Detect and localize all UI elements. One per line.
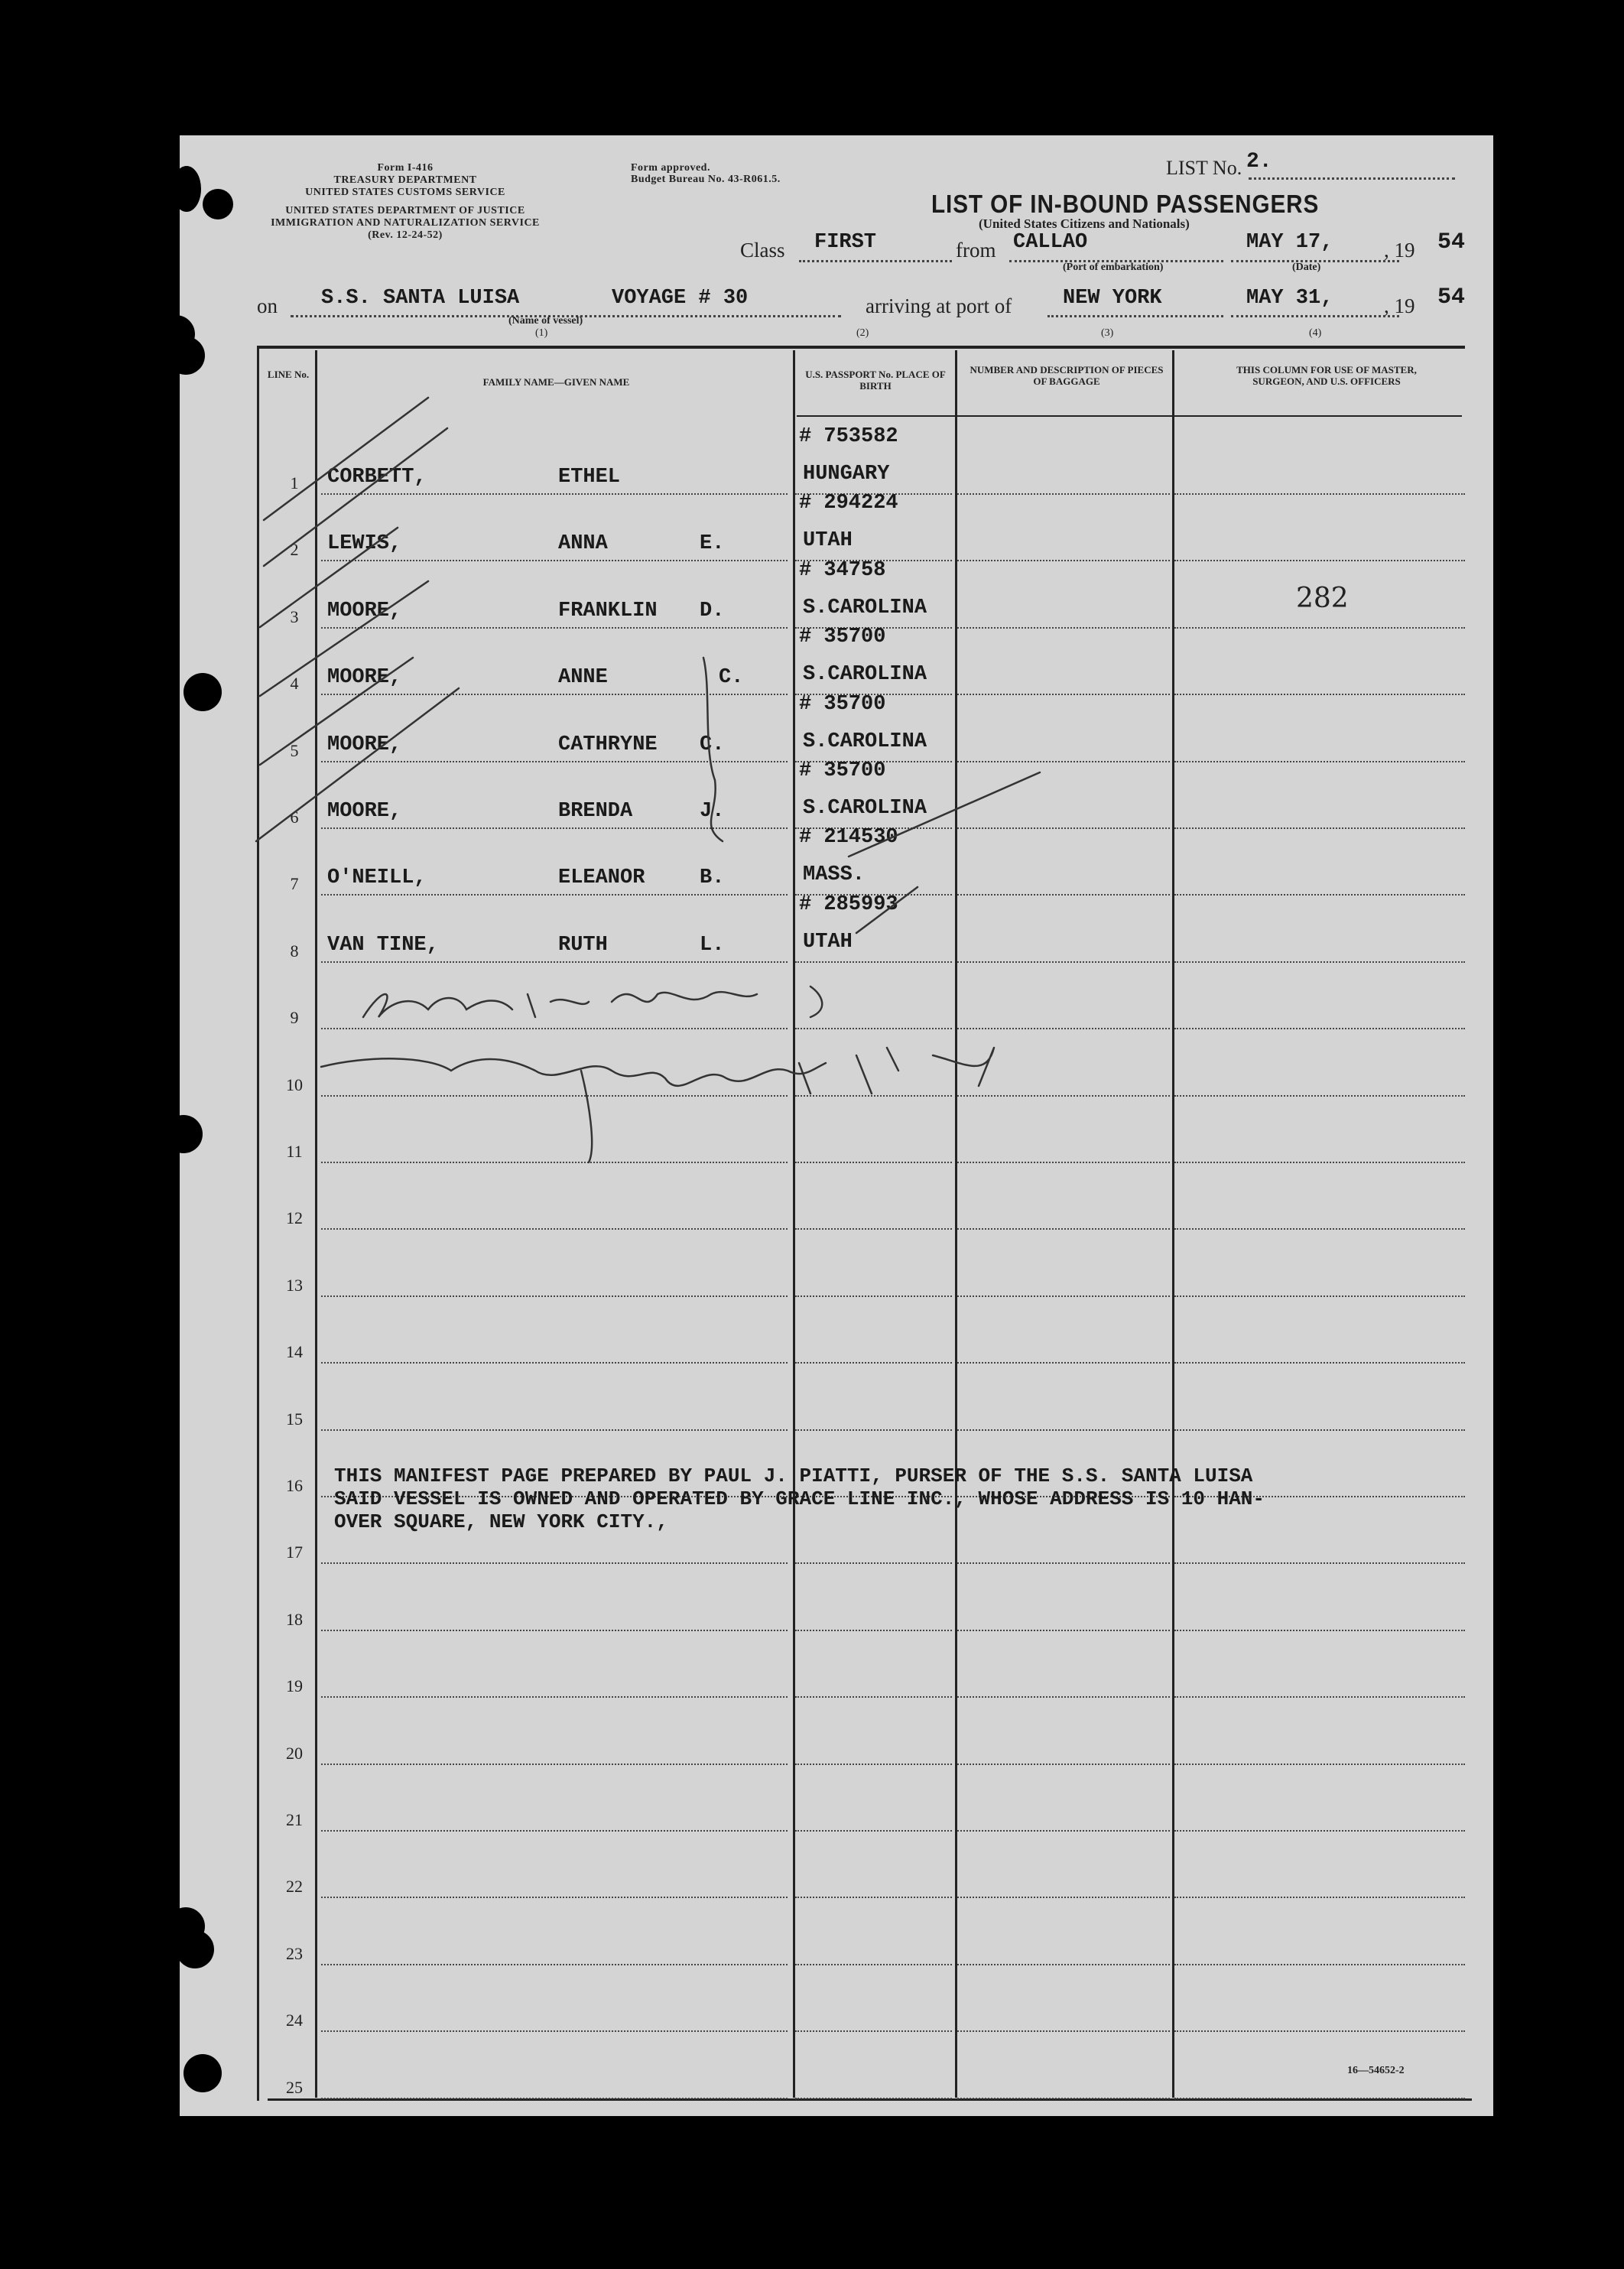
row-rule xyxy=(321,1696,788,1698)
year-prefix-2: , 19 xyxy=(1384,294,1415,317)
row-rule xyxy=(1174,1764,1465,1765)
passenger-initial: L. xyxy=(700,933,725,957)
row-rule xyxy=(795,1095,952,1097)
row-rule xyxy=(795,2030,952,2032)
line-number: 15 xyxy=(286,1409,303,1429)
header-passport: U.S. PASSPORT No. PLACE OF BIRTH xyxy=(805,369,946,392)
passenger-initial: C. xyxy=(700,733,725,756)
vessel-name: S.S. SANTA LUISA xyxy=(321,287,520,310)
torn-corner xyxy=(172,166,201,212)
arrival-port: NEW YORK xyxy=(1063,287,1162,310)
line-number: 6 xyxy=(290,808,299,827)
port-caption: (Port of embarkation) xyxy=(1063,262,1164,273)
page-subtitle: (United States Citizens and Nationals) xyxy=(979,216,1190,231)
passenger-given-name: RUTH xyxy=(558,933,608,957)
row-rule xyxy=(1174,1028,1465,1029)
customs-service: UNITED STATES CUSTOMS SERVICE xyxy=(305,187,505,198)
passenger-family-name: VAN TINE, xyxy=(327,933,439,957)
passenger-given-name: ELEANOR xyxy=(558,866,645,890)
row-rule xyxy=(321,1429,788,1431)
row-rule xyxy=(1174,694,1465,695)
passenger-family-name: MOORE, xyxy=(327,666,402,690)
row-rule xyxy=(957,1429,1170,1431)
binder-hole xyxy=(184,673,222,711)
row-rule xyxy=(795,1295,952,1297)
row-rule xyxy=(957,493,1170,495)
line-number: 8 xyxy=(290,941,299,961)
row-rule xyxy=(957,627,1170,629)
line-number: 9 xyxy=(290,1008,299,1028)
embarkation-date: MAY 17, xyxy=(1246,231,1333,254)
row-rule xyxy=(1174,1630,1465,1631)
arrival-date: MAY 31, xyxy=(1246,287,1333,310)
manifest-note xyxy=(334,1459,1265,1539)
table-top-border xyxy=(257,346,1465,349)
line-number: 20 xyxy=(286,1743,303,1763)
row-rule xyxy=(957,1764,1170,1765)
row-rule xyxy=(957,1696,1170,1698)
row-rule xyxy=(795,1897,952,1898)
line-number: 25 xyxy=(286,2077,303,2097)
passenger-family-name: MOORE, xyxy=(327,733,402,756)
row-rule xyxy=(1174,1562,1465,1564)
passenger-family-name: MOORE, xyxy=(327,599,402,623)
voyage-number: VOYAGE # 30 xyxy=(612,287,749,310)
row-rule xyxy=(957,1897,1170,1898)
header-baggage: NUMBER AND DESCRIPTION OF PIECES OF BAGGAGE xyxy=(970,364,1164,387)
row-rule xyxy=(795,1696,952,1698)
class-label: Class xyxy=(740,239,785,262)
form-number: Form I-416 xyxy=(377,162,434,174)
passenger-birthplace: S.CAROLINA xyxy=(803,730,927,753)
passenger-given-name: ANNA xyxy=(558,532,608,556)
line-number: 21 xyxy=(286,1810,303,1829)
officer-note: 282 xyxy=(1296,583,1349,614)
header-line-no: LINE No. xyxy=(267,369,310,380)
passenger-passport: # 214530 xyxy=(799,826,898,850)
passenger-birthplace: S.CAROLINA xyxy=(803,596,927,619)
row-rule xyxy=(957,1028,1170,1029)
line-number: 13 xyxy=(286,1275,303,1295)
row-rule xyxy=(321,1028,788,1029)
row-rule xyxy=(321,2098,788,2099)
line-number: 5 xyxy=(290,740,299,760)
column-caption-1: (1) xyxy=(535,327,548,339)
row-rule xyxy=(795,2098,952,2099)
passenger-given-name: FRANKLIN xyxy=(558,599,658,623)
column-caption-2: (2) xyxy=(856,327,869,339)
date-caption: (Date) xyxy=(1292,262,1321,273)
row-rule xyxy=(321,1897,788,1898)
row-rule xyxy=(321,627,788,629)
line-number: 4 xyxy=(290,674,299,694)
row-rule xyxy=(795,1830,952,1832)
line-number: 11 xyxy=(286,1142,303,1161)
line-number: 22 xyxy=(286,1877,303,1897)
header-name: FAMILY NAME—GIVEN NAME xyxy=(482,376,630,388)
col-divider-passport xyxy=(955,350,957,2098)
row-rule xyxy=(321,560,788,561)
list-number-label: LIST No. xyxy=(1166,157,1242,179)
line-number: 23 xyxy=(286,1943,303,1963)
row-rule xyxy=(957,560,1170,561)
row-rule xyxy=(1174,2030,1465,2032)
row-rule xyxy=(795,1362,952,1364)
passenger-given-name: BRENDA xyxy=(558,800,633,823)
row-rule xyxy=(1174,1162,1465,1163)
row-rule xyxy=(1174,1228,1465,1230)
row-rule xyxy=(321,1830,788,1832)
year-prefix: , 19 xyxy=(1384,239,1415,262)
line-number: 2 xyxy=(290,540,299,560)
row-rule xyxy=(321,1630,788,1631)
row-rule xyxy=(957,1562,1170,1564)
passenger-initial: D. xyxy=(700,599,725,623)
passenger-initial: E. xyxy=(700,532,725,556)
passenger-birthplace: S.CAROLINA xyxy=(803,797,927,820)
row-rule xyxy=(957,1630,1170,1631)
on-label: on xyxy=(257,294,278,317)
row-rule xyxy=(957,1362,1170,1364)
binder-hole xyxy=(176,1930,214,1968)
ins-service: IMMIGRATION AND NATURALIZATION SERVICE xyxy=(271,217,540,229)
justice-dept: UNITED STATES DEPARTMENT OF JUSTICE xyxy=(285,205,525,216)
manifest-note-line-3: OVER SQUARE, NEW YORK CITY., xyxy=(334,1510,668,1533)
passenger-initial: B. xyxy=(700,866,725,890)
approval-text: Form approved. xyxy=(631,162,710,174)
passenger-initial: C. xyxy=(719,666,744,690)
row-rule xyxy=(1174,1295,1465,1297)
passenger-passport: # 294224 xyxy=(799,492,898,515)
row-rule xyxy=(1174,1964,1465,1965)
passenger-birthplace: S.CAROLINA xyxy=(803,663,927,687)
row-rule xyxy=(1174,827,1465,829)
arriving-label: arriving at port of xyxy=(866,294,1012,317)
manifest-note-line-1: THIS MANIFEST PAGE PREPARED BY PAUL J. PIATTI, PURSER OF THE S.S. SANTA LUISA xyxy=(334,1464,1253,1487)
row-rule xyxy=(957,1095,1170,1097)
passenger-given-name: ANNE xyxy=(558,666,608,690)
line-number: 12 xyxy=(286,1208,303,1228)
passenger-passport: # 35700 xyxy=(799,626,886,649)
col-divider-name xyxy=(793,350,795,2098)
passenger-birthplace: UTAH xyxy=(803,930,853,954)
row-rule xyxy=(957,1830,1170,1832)
embarkation-year: 54 xyxy=(1437,229,1466,255)
row-rule xyxy=(1174,1429,1465,1431)
row-rule xyxy=(1174,493,1465,495)
row-rule xyxy=(1174,560,1465,561)
row-rule xyxy=(1174,1696,1465,1698)
row-rule xyxy=(321,1562,788,1564)
torn-corner xyxy=(203,189,233,219)
row-rule xyxy=(795,1429,952,1431)
list-number: 2. xyxy=(1246,150,1272,174)
row-rule xyxy=(1174,1362,1465,1364)
passenger-family-name: MOORE, xyxy=(327,800,402,823)
row-rule xyxy=(957,1964,1170,1965)
row-rule xyxy=(957,1295,1170,1297)
row-rule xyxy=(321,1362,788,1364)
line-number: 17 xyxy=(286,1542,303,1562)
treasury-dept: TREASURY DEPARTMENT xyxy=(333,174,477,186)
row-rule xyxy=(1174,627,1465,629)
binder-hole xyxy=(184,2054,222,2092)
row-rule xyxy=(321,1162,788,1163)
table-left-border xyxy=(257,346,259,2101)
row-rule xyxy=(321,761,788,762)
line-number: 1 xyxy=(290,473,299,492)
row-rule xyxy=(957,894,1170,896)
embarkation-port: CALLAO xyxy=(1013,231,1088,254)
row-rule xyxy=(795,1764,952,1765)
row-rule xyxy=(321,1964,788,1965)
row-rule xyxy=(957,1228,1170,1230)
budget-bureau-number: Budget Bureau No. 43-R061.5. xyxy=(631,174,781,185)
header-underline xyxy=(797,415,1462,417)
passenger-passport: # 753582 xyxy=(799,425,898,448)
row-rule xyxy=(321,493,788,495)
page-title: LIST OF IN-BOUND PASSENGERS xyxy=(931,190,1320,218)
passenger-passport: # 35700 xyxy=(799,759,886,782)
row-rule xyxy=(321,894,788,896)
passenger-family-name: CORBETT, xyxy=(327,466,427,489)
row-rule xyxy=(795,961,952,963)
row-rule xyxy=(321,694,788,695)
row-rule xyxy=(795,1228,952,1230)
passenger-family-name: O'NEILL, xyxy=(327,866,427,890)
row-rule xyxy=(795,1162,952,1163)
passenger-family-name: LEWIS, xyxy=(327,532,402,556)
line-number: 18 xyxy=(286,1609,303,1629)
line-number: 10 xyxy=(286,1074,303,1094)
row-rule xyxy=(957,1162,1170,1163)
line-number: 14 xyxy=(286,1342,303,1362)
row-rule xyxy=(321,1295,788,1297)
row-rule xyxy=(795,1562,952,1564)
passenger-birthplace: HUNGARY xyxy=(803,463,890,486)
row-rule xyxy=(321,2030,788,2032)
row-rule xyxy=(795,1964,952,1965)
passenger-birthplace: MASS. xyxy=(803,863,866,887)
form-approval xyxy=(631,162,781,185)
binder-hole xyxy=(164,1115,203,1153)
passenger-given-name: ETHEL xyxy=(558,466,621,489)
row-rule xyxy=(321,961,788,963)
row-rule xyxy=(1174,761,1465,762)
row-rule xyxy=(1174,1830,1465,1832)
form-print-code: 16—54652-2 xyxy=(1347,2065,1405,2076)
row-rule xyxy=(957,761,1170,762)
row-rule xyxy=(795,1630,952,1631)
row-rule xyxy=(321,1764,788,1765)
row-rule xyxy=(1174,961,1465,963)
binder-hole xyxy=(167,336,205,375)
passenger-given-name: CATHRYNE xyxy=(558,733,658,756)
line-number: 24 xyxy=(286,2011,303,2030)
passenger-passport: # 34758 xyxy=(799,558,886,582)
col-divider-baggage xyxy=(1172,350,1174,2098)
row-rule xyxy=(957,2030,1170,2032)
line-number: 16 xyxy=(286,1476,303,1495)
line-number: 7 xyxy=(290,874,299,894)
manifest-note-line-2: SAID VESSEL IS OWNED AND OPERATED BY GRACE LINE INC., WHOSE ADDRESS IS 10 HAN- xyxy=(334,1487,1265,1510)
row-rule xyxy=(321,1228,788,1230)
column-caption-4: (4) xyxy=(1309,327,1322,339)
passenger-initial: J. xyxy=(700,800,725,823)
form-agency-block xyxy=(260,162,551,242)
vessel-caption: (Name of vessel) xyxy=(508,315,583,327)
row-rule xyxy=(957,961,1170,963)
header-officers: THIS COLUMN FOR USE OF MASTER, SURGEON, AND U.S. OFFICERS xyxy=(1236,364,1417,387)
column-caption-3: (3) xyxy=(1101,327,1114,339)
row-rule xyxy=(1174,1897,1465,1898)
passenger-passport: # 285993 xyxy=(799,892,898,916)
passenger-passport: # 35700 xyxy=(799,692,886,716)
row-rule xyxy=(957,694,1170,695)
arrival-year: 54 xyxy=(1437,284,1466,310)
row-rule xyxy=(1174,2098,1465,2099)
class-value: FIRST xyxy=(814,231,877,254)
row-rule xyxy=(957,2098,1170,2099)
passenger-birthplace: UTAH xyxy=(803,529,853,553)
row-rule xyxy=(1174,894,1465,896)
revision-date: (Rev. 12-24-52) xyxy=(368,229,443,241)
row-rule xyxy=(795,1028,952,1029)
row-rule xyxy=(321,1095,788,1097)
line-number: 3 xyxy=(290,606,299,626)
row-rule xyxy=(1174,1095,1465,1097)
from-label: from xyxy=(956,239,996,262)
row-rule xyxy=(957,827,1170,829)
line-number: 19 xyxy=(286,1676,303,1696)
row-rule xyxy=(321,827,788,829)
